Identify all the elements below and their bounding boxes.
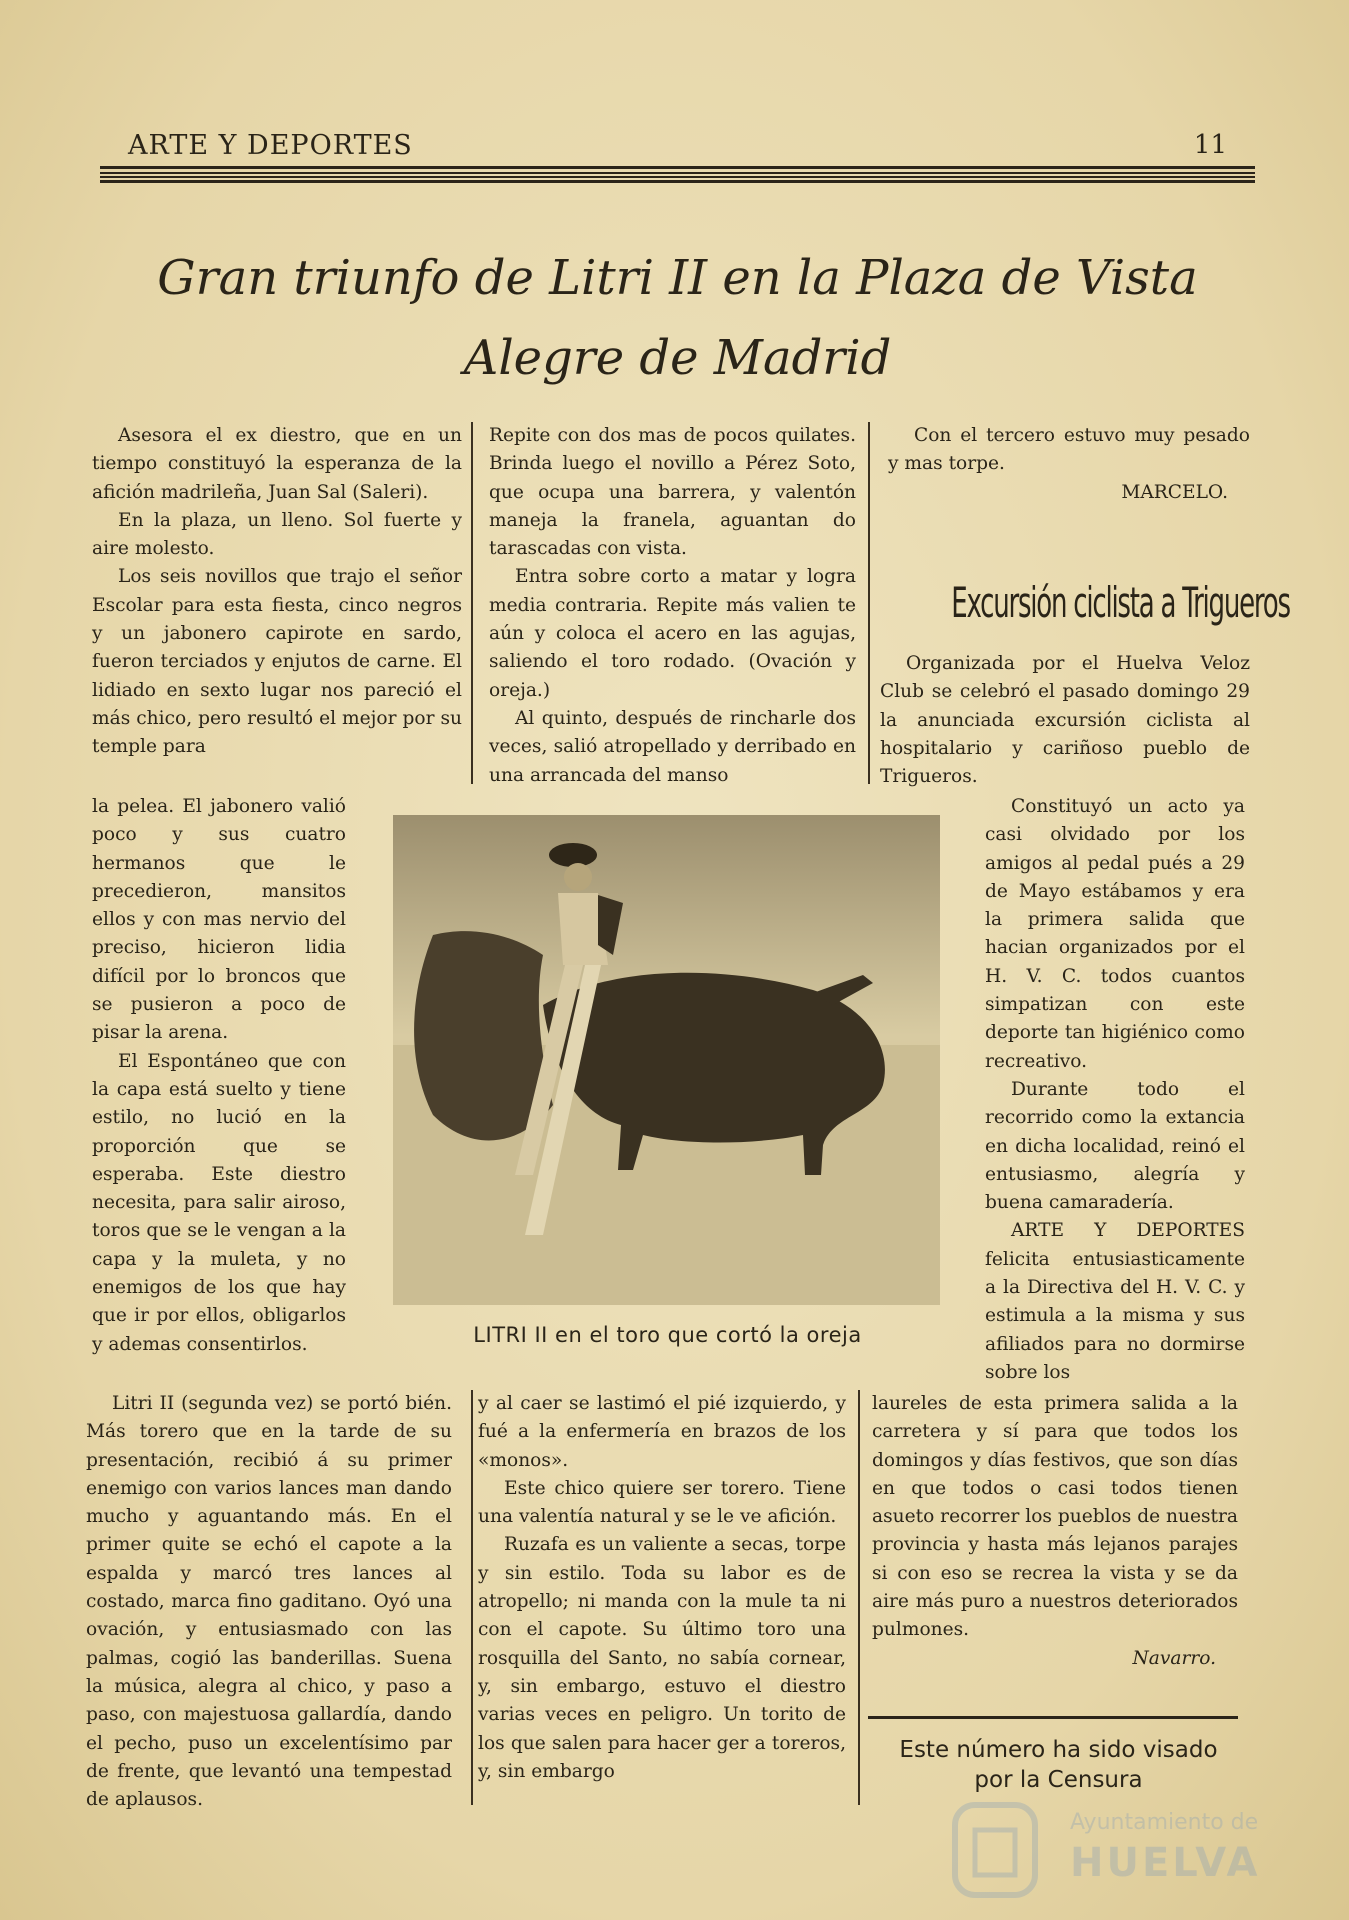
paragraph: y al caer se lastimó el pié izquierdo, y fué a la enfermería en brazos de los «monos». — [478, 1393, 846, 1471]
signature-marcelo: MARCELO. — [1121, 481, 1228, 503]
paragraph: la pelea. El jabonero valió poco y sus cuatro hermanos que le precedieron, mansitos ellos y con mas nervio del preciso, hicieron lidia difícil por lo broncos que se pusieron a poco de pisar la arena. — [92, 796, 346, 1044]
photo-caption: LITRI II en el toro que cortó la oreja — [473, 1323, 862, 1347]
column-1-top — [92, 422, 462, 762]
article-title-line-2: Alegre de Madrid — [463, 330, 892, 386]
column-divider — [471, 422, 473, 784]
paragraph: Al quinto, después de rincharle dos veces, salió atropellado y derribado en una arrancada del manso — [489, 707, 856, 786]
censorship-line-1: Este número ha sido visado — [899, 1737, 1218, 1763]
paragraph: Ruzafa es un valiente a secas, torpe y sin estilo. Toda su labor es de atropello; ni manda con la mule ta ni con el capote. Su último toro una rosquilla del Santo, no sabía cornear, y, sin embargo, estuvo el diestro varias veces en peligro. Un torito de los que salen para hacer ger a toreros, y, sin embargo — [478, 1534, 846, 1782]
censorship-note — [866, 1735, 1251, 1795]
column-1-bottom — [86, 1390, 452, 1814]
paragraph: Entra sobre corto a matar y logra media contraria. Repite más valien te aún y coloca el acero en las agujas, saliendo el toro rodado. (Ovación y oreja.) — [489, 566, 856, 701]
paragraph: Con el tercero estuvo muy pesado y mas torpe. — [888, 425, 1250, 475]
paragraph: Constituyó un acto ya casi olvidado por los amigos al pedal pués a 29 de Mayo estábamos y era la primera salida que hacian organizados por el H. V. C. todos cuantos simpatizan con este deporte tan higiénico como recreativo. — [985, 796, 1245, 1072]
paragraph: Litri II (segunda vez) se portó bién. Más torero que en la tarde de su presentación, recibió á su primer enemigo con varios lances man dando mucho y aguantando más. En el primer quite se echó el capote a la espalda y marcó tres lances al costado, marca fino gaditano. Oyó una ovación, y entusiasmado con las palmas, cogió las banderillas. Suena la música, alegra al chico, y paso a paso, con majestuosa gallardía, dando el pecho, puso un excelentísimo par de frente, que levantó una tempestad de aplausos. — [86, 1393, 452, 1811]
column-3-narrow — [985, 793, 1245, 1387]
bullfight-illustration — [393, 815, 940, 1305]
paragraph: Repite con dos mas de pocos quilates. Brinda luego el novillo a Pérez Soto, que ocupa una barrera, y valentón maneja la franela, aguantan do tarascadas con vista. — [489, 425, 856, 560]
city-seal-icon — [950, 1800, 1050, 1900]
signature-navarro: Navarro. — [1132, 1647, 1216, 1669]
paragraph: Organizada por el Huelva Veloz Club se celebró el pasado domingo 29 la anunciada excursión ciclista al hospitalario y cariñoso pueblo de Trigueros. — [880, 653, 1250, 788]
page-number: 11 — [1193, 130, 1227, 160]
column-2-top — [489, 422, 856, 790]
bullfight-photo — [393, 815, 940, 1305]
column-3-bottom — [872, 1390, 1238, 1673]
paragraph: Este chico quiere ser torero. Tiene una valentía natural y se le ve afición. — [478, 1477, 846, 1528]
archive-watermark — [950, 1800, 1270, 1900]
column-3-top — [888, 422, 1250, 507]
column-divider — [858, 1390, 860, 1805]
header-rules — [100, 166, 1255, 183]
column-3-intro — [880, 650, 1250, 791]
watermark-line-2: HUELVA — [1070, 1840, 1261, 1886]
separator-rule — [868, 1716, 1238, 1719]
column-2-bottom — [478, 1390, 846, 1786]
paragraph: ARTE Y DEPORTES felicita entusiasticamente a la Directiva del H. V. C. y estimula a la misma y sus afiliados para no dormirse sobre los — [985, 1220, 1245, 1383]
article-title-line-1: Gran triunfo de Litri II en la Plaza de Vista — [157, 250, 1198, 306]
page-header — [100, 126, 1255, 166]
paragraph: El Espontáneo que con la capa está suelto y tiene estilo, no lució en la proporción que se esperaba. Este diestro necesita, para salir airoso, toros que se le vengan a la capa y la muleta, y no enemigos de los que hay que ir por ellos, obligarlos y ademas consentirlos. — [92, 1050, 346, 1355]
column-1-narrow — [92, 793, 346, 1359]
column-divider — [868, 422, 870, 784]
column-divider — [471, 1390, 473, 1805]
watermark-line-1: Ayuntamiento de — [1070, 1810, 1259, 1835]
paragraph: Durante todo el recorrido como la extancia en dicha localidad, reinó el entusiasmo, alegría y buena camaradería. — [985, 1078, 1245, 1214]
paragraph: Asesora el ex diestro, que en un tiempo constituyó la esperanza de la afición madrileña, Juan Sal (Saleri). — [92, 425, 462, 503]
paragraph: En la plaza, un lleno. Sol fuerte y aire molesto. — [92, 509, 462, 560]
paragraph: Los seis novillos que trajo el señor Escolar para esta fiesta, cinco negros y un jabonero capirote en sardo, fueron terciados y enjutos de carne. El lidiado en sexto lugar nos pareció el más chico, pero resultó el mejor por su temple para — [92, 566, 462, 758]
paragraph: laureles de esta primera salida a la carretera y sí para que todos los domingos y días festivos, que son días en que todos o casi todos tienen asueto recorrer los pueblos de nuestra provincia y hasta más lejanos parajes si con eso se recrea la vista y se da aire más puro a nuestros deteriorados pulmones. — [872, 1393, 1238, 1641]
censorship-line-2: por la Censura — [974, 1767, 1143, 1793]
subheadline: Excursión ciclista a Trigueros — [951, 578, 1290, 627]
section-title: ARTE Y DEPORTES — [128, 130, 413, 161]
